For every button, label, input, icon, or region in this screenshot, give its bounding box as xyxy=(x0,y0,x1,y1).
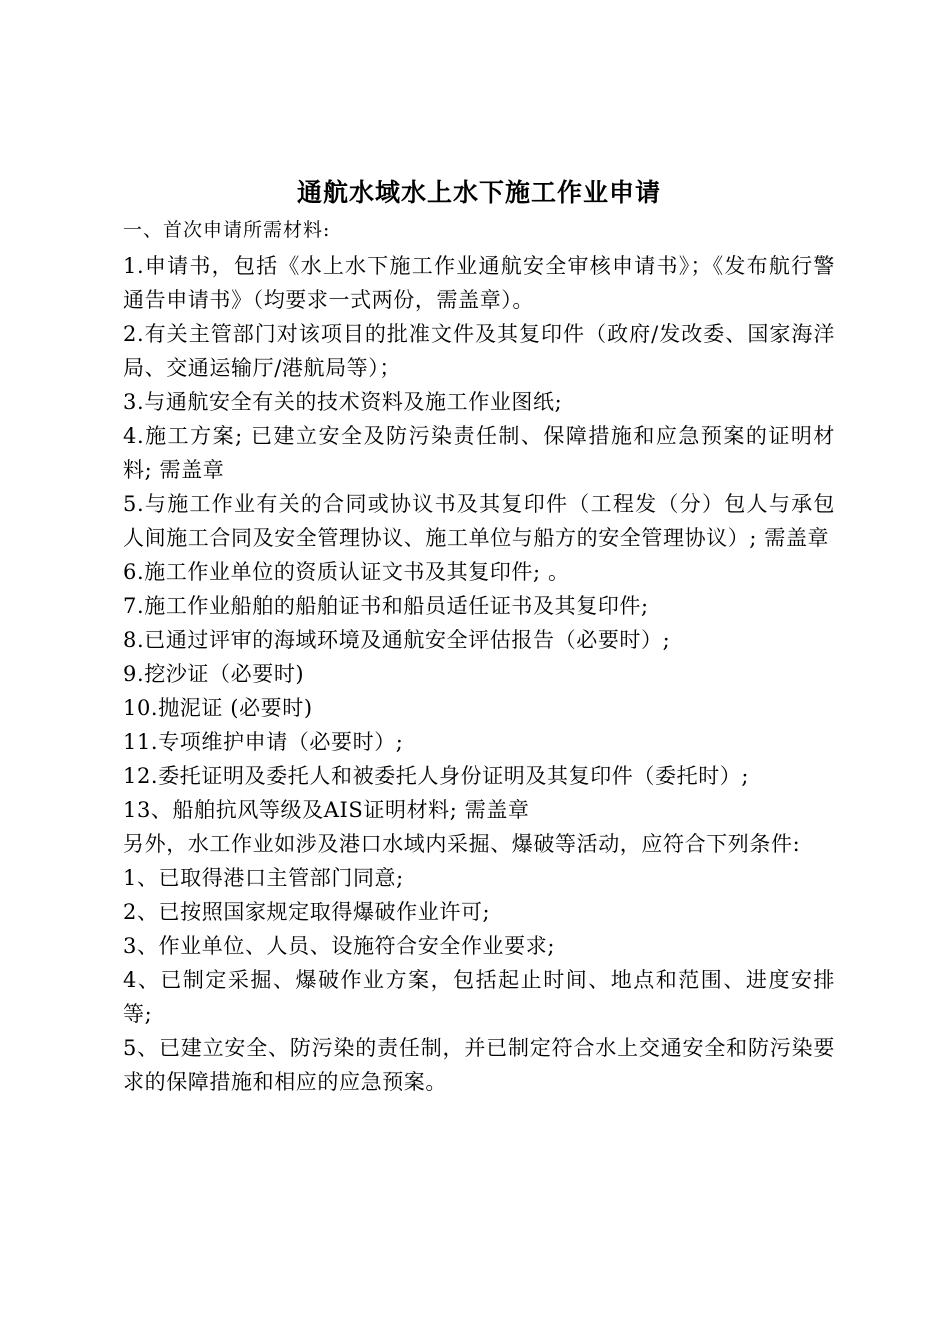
material-item: 8.已通过评审的海域环境及通航安全评估报告（必要时）; xyxy=(123,628,671,652)
condition-item: 1、已取得港口主管部门同意; xyxy=(123,866,404,890)
section-heading-first-application: 一、首次申请所需材料: xyxy=(123,219,331,241)
material-item: 4.施工方案; 已建立安全及防污染责任制、保障措施和应急预案的证明材料; 需盖章 xyxy=(123,424,835,482)
additional-conditions-intro: 另外，水工作业如涉及港口水域内采掘、爆破等活动，应符合下列条件: xyxy=(123,832,801,856)
conditions-list xyxy=(123,861,835,1099)
material-item: 5.与施工作业有关的合同或协议书及其复印件（工程发（分）包人与承包人间施工合同及安全管理协议、施工单位与船方的安全管理协议）; 需盖章 xyxy=(123,492,835,550)
material-item: 1.申请书，包括《水上水下施工作业通航安全审核申请书》；《发布航行警通告申请书》（均要求一式两份，需盖章）。 xyxy=(123,254,835,312)
condition-item: 5、已建立安全、防污染的责任制，并已制定符合水上交通安全和防污染要求的保障措施和相应的应急预案。 xyxy=(123,1036,835,1094)
material-item: 3.与通航安全有关的技术资料及施工作业图纸; xyxy=(123,390,563,414)
condition-item: 4、已制定采掘、爆破作业方案，包括起止时间、地点和范围、进度安排等; xyxy=(123,968,835,1026)
material-item: 2.有关主管部门对该项目的批准文件及其复印件（政府/发改委、国家海洋局、交通运输厅/港航局等）； xyxy=(123,322,835,380)
condition-item: 2、已按照国家规定取得爆破作业许可; xyxy=(123,900,491,924)
document-page xyxy=(123,173,835,1099)
condition-item: 3、作业单位、人员、设施符合安全作业要求; xyxy=(123,934,556,958)
material-item: 11.专项维护申请（必要时）; xyxy=(123,730,404,754)
materials-list xyxy=(123,249,835,827)
document-title: 通航水域水上水下施工作业申请 xyxy=(296,178,661,207)
material-item: 13、船舶抗风等级及AIS证明材料; 需盖章 xyxy=(123,798,530,822)
material-item: 6.施工作业单位的资质认证文书及其复印件; 。 xyxy=(123,560,570,584)
material-item: 9.挖沙证（必要时) xyxy=(123,662,305,686)
material-item: 7.施工作业船舶的船舶证书和船员适任证书及其复印件; xyxy=(123,594,649,618)
material-item: 10.抛泥证 (必要时) xyxy=(123,696,313,720)
material-item: 12.委托证明及委托人和被委托人身份证明及其复印件（委托时）; xyxy=(123,764,750,788)
